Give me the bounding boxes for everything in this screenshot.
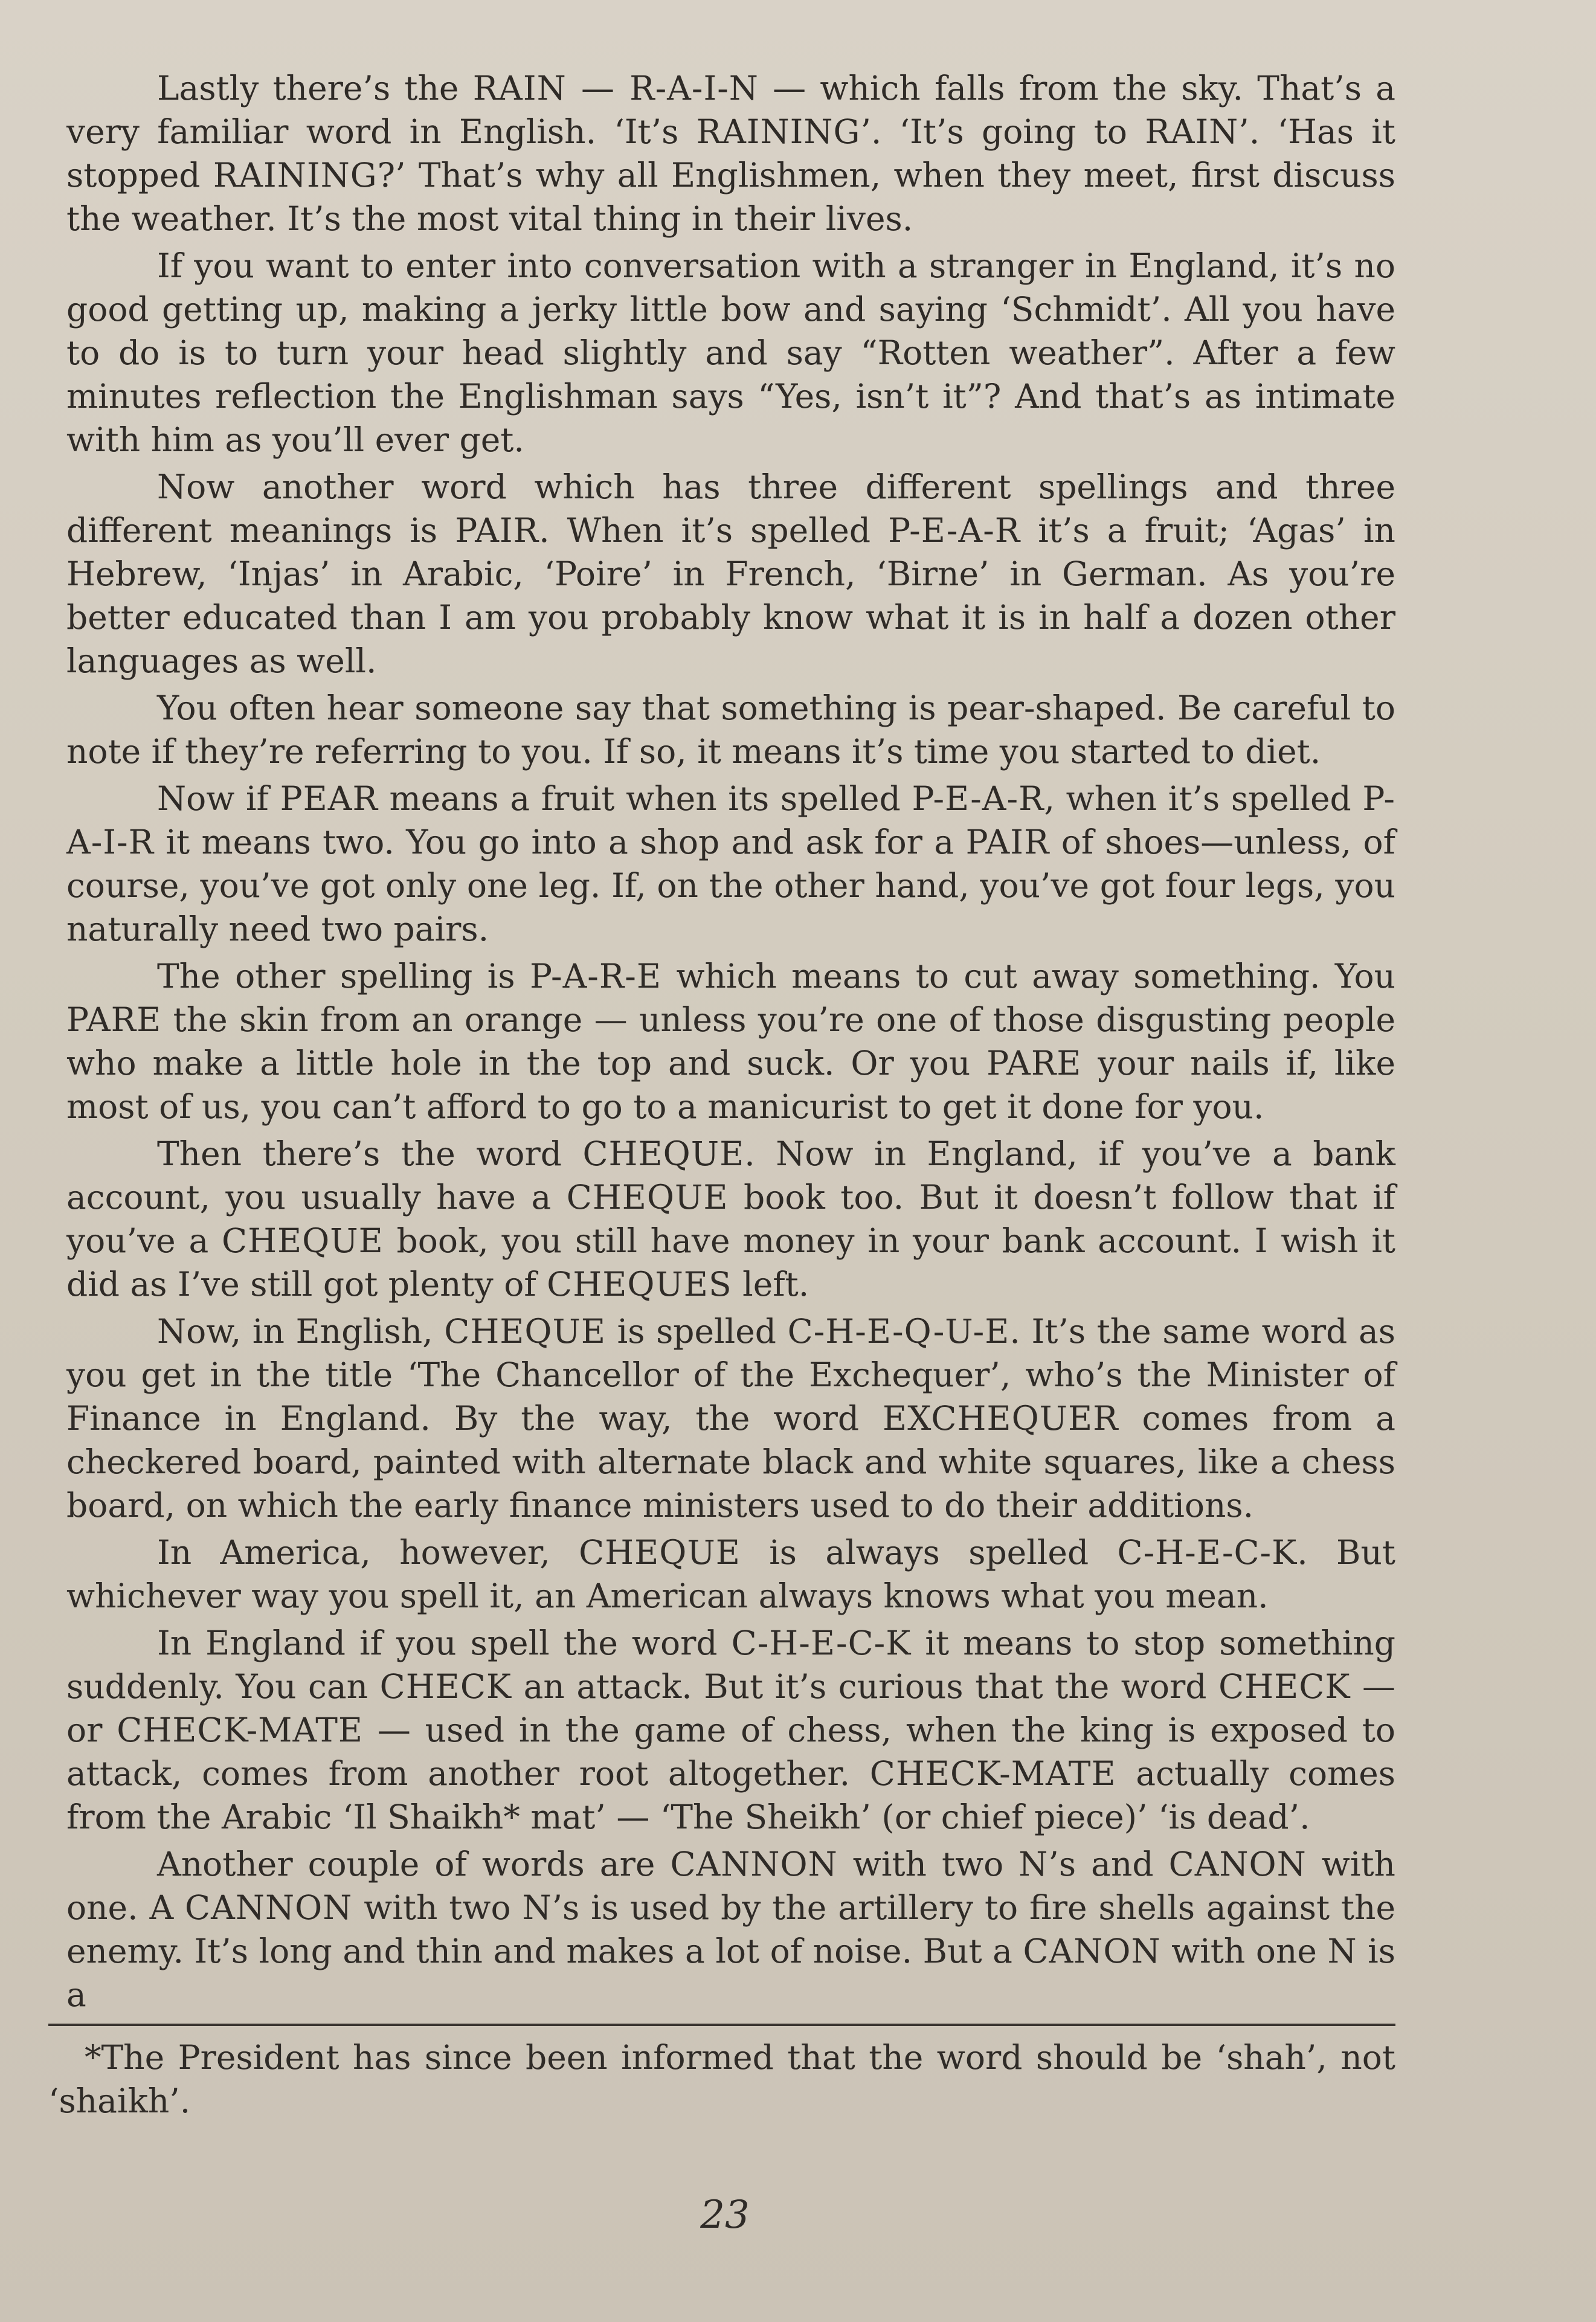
small-caps-term: CANON (1168, 1845, 1307, 1883)
small-caps-term: CHECK (1218, 1667, 1351, 1706)
small-caps-term: C-H-E-C-K (1117, 1533, 1298, 1572)
body-text (66, 66, 1395, 2020)
text-run: Now another word which has three different spellings and three different meanings is (66, 468, 1395, 550)
text-run: ’s and (1048, 1845, 1169, 1883)
text-run: which means to cut away something. You (661, 957, 1395, 995)
text-run: with two (352, 1888, 523, 1927)
text-run: ’. ‘It’s going to (860, 112, 1145, 151)
text-run: an attack. But it’s curious that the word (512, 1667, 1219, 1706)
paragraph (66, 954, 1395, 1128)
small-caps-term: RAINING (213, 156, 378, 195)
small-caps-term: CANNON (670, 1845, 838, 1883)
small-caps-term: RAIN — R-A-I-N (472, 69, 759, 108)
paragraph (66, 1531, 1395, 1618)
paragraph (66, 1310, 1395, 1527)
small-caps-term: P-E-A-R (888, 511, 1021, 550)
text-run: Lastly there’s the (157, 69, 473, 108)
small-caps-term: N (1018, 1845, 1049, 1883)
text-run: the skin from an orange — unless you’re one of those disgusting people who make a little hole in the top and suck. Or you (66, 1000, 1395, 1082)
text-run: Now, in English, (157, 1312, 445, 1351)
paragraph (66, 465, 1395, 683)
small-caps-term: CANNON (185, 1888, 353, 1927)
small-caps-term: P-A-R-E (530, 957, 662, 995)
small-caps-term: RAIN (1145, 112, 1239, 151)
small-caps-term: CHEQUE (582, 1134, 745, 1173)
text-run: Another couple of words are (157, 1845, 671, 1883)
paragraph (66, 244, 1395, 462)
text-run: book too. But it doesn’t follow that if you’ve a (66, 1178, 1395, 1260)
small-caps-term: CHEQUE (444, 1312, 607, 1351)
small-caps-term: P-E-A-R (912, 779, 1044, 818)
text-run: your nails if, like most of us, you can’t afford to go to a manicurist to get it done for you. (66, 1044, 1395, 1126)
paragraph (66, 1621, 1395, 1839)
text-run: Then there’s the word (157, 1134, 583, 1173)
small-caps-term: CANON (1023, 1932, 1161, 1970)
text-run: actually comes from the Arabic ‘Il Shaikh* mat’ — ‘The Sheikh’ (or chief piece)’ ‘is dead’. (66, 1754, 1395, 1836)
text-run: — used in the game of chess, when the king is exposed to attack, comes from another root altogether. (66, 1711, 1396, 1793)
text-run: Now if (157, 779, 280, 818)
text-run: ?’ That’s why all Englishmen, when they meet, first discuss the weather. It’s the most vital thing in their lives. (66, 156, 1395, 238)
small-caps-term: CHEQUE (221, 1221, 384, 1260)
small-caps-term: CHEQUE (566, 1178, 729, 1217)
text-run: left. (732, 1265, 809, 1304)
small-caps-term: CHECK-MATE (869, 1754, 1116, 1793)
page-number: 23 (700, 2193, 750, 2237)
text-run: with one (1160, 1932, 1328, 1970)
text-run: The other spelling is (157, 957, 530, 995)
small-caps-term: P-A-I-R (66, 779, 1395, 861)
text-run: is always spelled (740, 1533, 1118, 1572)
text-run: — which falls from the sky. That’s a very familiar word in English. ‘It’s (66, 69, 1395, 151)
paragraph (66, 777, 1395, 951)
small-caps-term: C-H-E-Q-U-E (787, 1312, 1010, 1351)
small-caps-term: CHECK-MATE (117, 1711, 364, 1749)
text-run: with one. A (66, 1845, 1395, 1927)
paragraph (66, 1842, 1395, 2016)
text-run: is spelled (606, 1312, 788, 1351)
text-run: , when it’s spelled (1044, 779, 1363, 818)
paragraph (66, 686, 1395, 773)
text-run: ’. ‘Has it stopped (66, 112, 1395, 195)
text-run: book, you still have money in your bank account. I wish it did as I’ve still got plenty of (66, 1221, 1396, 1304)
small-caps-term: PAIR (965, 823, 1050, 861)
text-run: — or (66, 1667, 1395, 1749)
small-caps-term: PAIR (455, 511, 539, 550)
footnote: *The President has since been informed that the word should be ‘shah’, not ‘shaikh’. (48, 2038, 1395, 2120)
text-run: ’s is used by the artillery to fire shells against the enemy. It’s long and thin and makes a lot of noise. But a (66, 1888, 1395, 1970)
small-caps-term: C-H-E-C-K (731, 1624, 912, 1662)
text-run: In America, however, (157, 1533, 579, 1572)
text-run: . It’s the same word as you get in the title ‘The Chancellor of the Exchequer’, who’s the Minister of Finance in England. By the way, the word (66, 1312, 1396, 1438)
small-caps-term: N (522, 1888, 552, 1927)
text-run: You often hear someone say that something is pear-shaped. Be careful to note if they’re referring to you. If so, it means it’s time you started to diet. (66, 689, 1395, 771)
text-run: If you want to enter into conversation with a stranger in England, it’s no good getting up, making a jerky little bow and saying ‘Schmidt’. All you have to do is to turn your head slightly and say “Rotten weather”. After a few minutes reflection the Englishman says “Yes, isn’t it”? And that’s as intimate with him as you’ll ever get. (66, 246, 1395, 459)
paragraph (66, 66, 1395, 240)
text-run: means a fruit when its spelled (378, 779, 912, 818)
small-caps-term: PARE (66, 1000, 162, 1039)
footnote-rule (48, 2024, 1395, 2026)
paragraph (66, 1132, 1395, 1306)
text-run: is a (66, 1932, 1395, 2014)
text-run: of shoes—unless, of course, you’ve got only one leg. If, on the other hand, you’ve got four legs, you naturally need two pairs. (66, 823, 1395, 948)
small-caps-term: EXCHEQUER (883, 1399, 1119, 1438)
text-run: with two (837, 1845, 1019, 1883)
text-run: . But whichever way you spell it, an American always knows what you mean. (66, 1533, 1395, 1615)
text-run: In England if you spell the word (157, 1624, 732, 1662)
small-caps-term: PARE (986, 1044, 1082, 1082)
text-run: it means to stop something suddenly. You can (66, 1624, 1395, 1706)
text-run: . Now in England, if you’ve a bank account, you usually have a (66, 1134, 1395, 1217)
small-caps-term: CHEQUE (579, 1533, 741, 1572)
text-run: . When it’s spelled (539, 511, 889, 550)
text-run: comes from a checkered board, painted with alternate black and white squares, like a chess board, on which the early finance ministers used to do their additions. (66, 1399, 1395, 1525)
small-caps-term: RAINING (696, 112, 861, 151)
text-run: it means two. You go into a shop and ask for a (154, 823, 966, 861)
small-caps-term: CHEQUES (547, 1265, 732, 1304)
small-caps-term: N (1327, 1932, 1357, 1970)
small-caps-term: CHECK (379, 1667, 512, 1706)
small-caps-term: PEAR (280, 779, 378, 818)
text-run: it’s a fruit; ‘Agas’ in Hebrew, ‘Injas’ in Arabic, ‘Poire’ in French, ‘Birne’ in German. As you’re better educated than I am you probably know what it is in half a dozen other languages as well. (66, 511, 1395, 680)
